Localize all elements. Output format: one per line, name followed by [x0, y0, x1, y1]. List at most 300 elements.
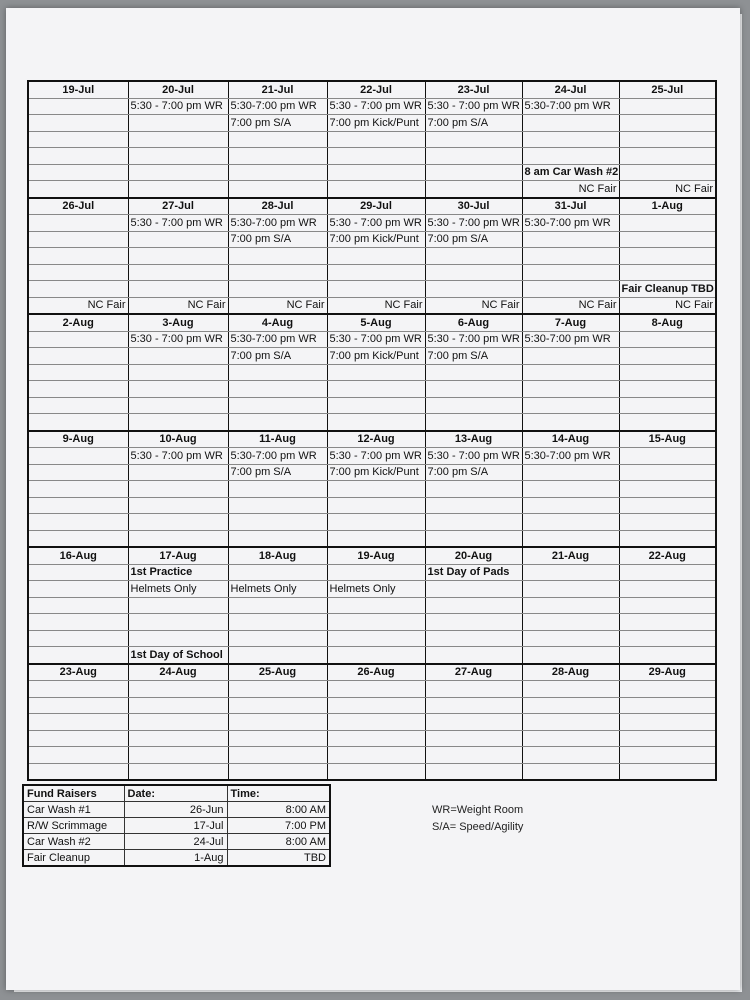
event-cell: 8 am Car Wash #2 — [522, 164, 619, 181]
event-cell — [619, 630, 716, 647]
event-cell: 5:30-7:00 pm WR — [228, 331, 327, 348]
week-date-row — [28, 198, 716, 215]
event-cell — [619, 747, 716, 764]
event-cell: 5:30 - 7:00 pm WR — [128, 215, 228, 232]
event-cell — [228, 248, 327, 265]
event-cell — [228, 630, 327, 647]
date-cell: 28-Jul — [228, 198, 327, 215]
event-cell — [28, 414, 128, 431]
date-cell: 10-Aug — [128, 431, 228, 448]
event-cell — [425, 681, 522, 698]
event-cell — [522, 747, 619, 764]
event-cell: Helmets Only — [327, 581, 425, 598]
event-cell — [327, 530, 425, 547]
event-cell: 7:00 pm Kick/Punt — [327, 115, 425, 132]
event-cell — [28, 181, 128, 198]
event-row — [28, 530, 716, 547]
event-cell — [522, 514, 619, 531]
event-cell: 1st Day of School — [128, 647, 228, 664]
event-row — [28, 297, 716, 314]
event-cell — [228, 647, 327, 664]
event-cell — [619, 148, 716, 165]
event-cell — [327, 497, 425, 514]
event-cell — [522, 681, 619, 698]
practice-calendar — [27, 80, 717, 781]
date-cell: 14-Aug — [522, 431, 619, 448]
event-cell — [128, 697, 228, 714]
event-cell — [128, 497, 228, 514]
event-cell — [228, 514, 327, 531]
event-cell — [327, 131, 425, 148]
date-cell: 22-Jul — [327, 81, 425, 98]
event-cell — [425, 397, 522, 414]
event-row — [28, 581, 716, 598]
event-cell — [522, 597, 619, 614]
event-cell — [128, 148, 228, 165]
event-row — [28, 448, 716, 465]
event-cell — [128, 164, 228, 181]
event-cell — [228, 530, 327, 547]
event-cell — [522, 763, 619, 780]
event-cell — [128, 714, 228, 731]
event-cell — [228, 164, 327, 181]
event-cell — [425, 248, 522, 265]
week-date-row — [28, 81, 716, 98]
event-cell — [228, 714, 327, 731]
event-cell: 5:30-7:00 pm WR — [228, 215, 327, 232]
event-cell — [619, 581, 716, 598]
event-cell: 5:30-7:00 pm WR — [228, 98, 327, 115]
event-cell — [522, 464, 619, 481]
event-cell — [522, 530, 619, 547]
event-cell — [425, 530, 522, 547]
date-cell: 21-Aug — [522, 547, 619, 564]
event-cell — [425, 381, 522, 398]
event-cell — [327, 148, 425, 165]
event-cell — [619, 514, 716, 531]
event-cell — [425, 630, 522, 647]
date-cell: 19-Aug — [327, 547, 425, 564]
event-cell — [619, 481, 716, 498]
event-cell — [28, 481, 128, 498]
event-cell — [619, 714, 716, 731]
event-cell: 5:30-7:00 pm WR — [522, 448, 619, 465]
date-cell: 31-Jul — [522, 198, 619, 215]
event-name: R/W Scrimmage — [23, 818, 124, 834]
event-cell — [28, 264, 128, 281]
event-cell: 7:00 pm S/A — [425, 231, 522, 248]
event-cell — [28, 530, 128, 547]
event-cell: 5:30 - 7:00 pm WR — [128, 448, 228, 465]
event-row — [28, 248, 716, 265]
fund-raiser-row — [23, 802, 330, 818]
event-cell — [128, 681, 228, 698]
fund-raiser-row — [23, 818, 330, 834]
event-cell — [425, 614, 522, 631]
event-row — [28, 131, 716, 148]
event-row — [28, 331, 716, 348]
event-cell — [619, 231, 716, 248]
event-cell: NC Fair — [28, 297, 128, 314]
event-cell — [425, 714, 522, 731]
event-cell: NC Fair — [425, 297, 522, 314]
event-cell — [327, 481, 425, 498]
event-row — [28, 497, 716, 514]
event-row — [28, 614, 716, 631]
date-cell: 2-Aug — [28, 314, 128, 331]
event-cell — [28, 581, 128, 598]
event-row — [28, 148, 716, 165]
time-heading: Time: — [227, 785, 330, 802]
event-cell — [28, 98, 128, 115]
event-cell — [619, 397, 716, 414]
event-cell — [425, 647, 522, 664]
event-cell — [327, 248, 425, 265]
event-cell — [619, 697, 716, 714]
event-cell — [128, 530, 228, 547]
event-time: TBD — [227, 850, 330, 867]
event-cell — [425, 164, 522, 181]
event-cell — [228, 747, 327, 764]
event-cell — [522, 348, 619, 365]
date-cell: 18-Aug — [228, 547, 327, 564]
date-cell: 17-Aug — [128, 547, 228, 564]
event-row — [28, 564, 716, 581]
event-cell — [522, 248, 619, 265]
event-row — [28, 647, 716, 664]
date-heading: Date: — [124, 785, 227, 802]
event-cell — [619, 331, 716, 348]
event-cell — [228, 264, 327, 281]
event-cell — [619, 614, 716, 631]
event-cell — [228, 131, 327, 148]
event-row — [28, 98, 716, 115]
event-row — [28, 215, 716, 232]
date-cell: 5-Aug — [327, 314, 425, 331]
event-time: 8:00 AM — [227, 802, 330, 818]
event-cell: 5:30-7:00 pm WR — [522, 215, 619, 232]
event-cell — [327, 364, 425, 381]
event-cell — [28, 681, 128, 698]
event-cell: 7:00 pm S/A — [228, 231, 327, 248]
event-cell: 5:30-7:00 pm WR — [522, 98, 619, 115]
event-row — [28, 397, 716, 414]
event-row — [28, 115, 716, 132]
fund-raisers-heading: Fund Raisers — [23, 785, 124, 802]
event-cell: 5:30 - 7:00 pm WR — [128, 331, 228, 348]
event-cell — [425, 481, 522, 498]
event-cell — [425, 131, 522, 148]
event-cell — [619, 530, 716, 547]
date-cell: 8-Aug — [619, 314, 716, 331]
event-cell — [619, 730, 716, 747]
event-cell — [28, 115, 128, 132]
event-cell: 7:00 pm S/A — [228, 348, 327, 365]
event-cell — [522, 647, 619, 664]
event-time: 8:00 AM — [227, 834, 330, 850]
event-cell — [522, 697, 619, 714]
event-cell — [128, 131, 228, 148]
event-cell — [425, 264, 522, 281]
event-cell — [522, 730, 619, 747]
fund-raisers-header — [23, 785, 330, 802]
event-cell — [425, 697, 522, 714]
event-cell — [327, 264, 425, 281]
event-cell — [28, 647, 128, 664]
event-cell — [228, 181, 327, 198]
event-cell — [327, 681, 425, 698]
event-cell — [619, 131, 716, 148]
event-cell — [228, 481, 327, 498]
event-cell — [28, 164, 128, 181]
date-cell: 23-Aug — [28, 664, 128, 681]
event-cell — [28, 464, 128, 481]
event-cell — [619, 564, 716, 581]
event-cell — [128, 264, 228, 281]
event-cell — [327, 747, 425, 764]
event-cell — [619, 497, 716, 514]
event-cell — [128, 348, 228, 365]
event-cell — [327, 597, 425, 614]
abbreviation-legend — [432, 802, 523, 836]
event-cell: NC Fair — [327, 297, 425, 314]
date-cell: 19-Jul — [28, 81, 128, 98]
event-cell — [425, 581, 522, 598]
event-cell — [128, 514, 228, 531]
event-cell: 5:30-7:00 pm WR — [228, 448, 327, 465]
event-cell — [28, 514, 128, 531]
event-cell — [128, 397, 228, 414]
event-name: Fair Cleanup — [23, 850, 124, 867]
event-date: 26-Jun — [124, 802, 227, 818]
event-cell — [425, 181, 522, 198]
date-cell: 12-Aug — [327, 431, 425, 448]
event-cell — [619, 248, 716, 265]
event-cell — [327, 514, 425, 531]
date-cell: 27-Aug — [425, 664, 522, 681]
date-cell: 7-Aug — [522, 314, 619, 331]
event-cell — [619, 115, 716, 132]
event-cell — [28, 364, 128, 381]
event-cell: 1st Practice — [128, 564, 228, 581]
date-cell: 26-Aug — [327, 664, 425, 681]
event-cell — [28, 564, 128, 581]
date-cell: 25-Jul — [619, 81, 716, 98]
event-cell — [425, 497, 522, 514]
event-row — [28, 697, 716, 714]
date-cell: 28-Aug — [522, 664, 619, 681]
week-date-row — [28, 314, 716, 331]
event-cell — [327, 714, 425, 731]
event-row — [28, 381, 716, 398]
event-cell: 7:00 pm S/A — [425, 464, 522, 481]
event-cell — [128, 248, 228, 265]
event-cell — [425, 763, 522, 780]
event-cell — [619, 348, 716, 365]
event-cell — [522, 231, 619, 248]
event-date: 24-Jul — [124, 834, 227, 850]
event-cell: 5:30-7:00 pm WR — [522, 331, 619, 348]
event-cell — [28, 697, 128, 714]
event-cell — [327, 397, 425, 414]
event-cell — [425, 747, 522, 764]
event-cell — [522, 264, 619, 281]
date-cell: 6-Aug — [425, 314, 522, 331]
event-row — [28, 681, 716, 698]
event-row — [28, 364, 716, 381]
event-cell — [619, 597, 716, 614]
event-cell — [522, 281, 619, 298]
event-cell — [228, 497, 327, 514]
event-cell: NC Fair — [128, 297, 228, 314]
event-row — [28, 164, 716, 181]
event-cell — [522, 131, 619, 148]
date-cell: 11-Aug — [228, 431, 327, 448]
event-cell: NC Fair — [522, 297, 619, 314]
week-date-row — [28, 431, 716, 448]
date-cell: 16-Aug — [28, 547, 128, 564]
event-row — [28, 597, 716, 614]
event-cell: 5:30 - 7:00 pm WR — [128, 98, 228, 115]
date-cell: 26-Jul — [28, 198, 128, 215]
event-cell: NC Fair — [522, 181, 619, 198]
event-cell — [522, 630, 619, 647]
event-cell — [228, 681, 327, 698]
event-cell: 7:00 pm S/A — [228, 464, 327, 481]
event-cell: 1st Day of Pads — [425, 564, 522, 581]
date-cell: 3-Aug — [128, 314, 228, 331]
event-cell — [128, 281, 228, 298]
event-cell — [28, 348, 128, 365]
event-cell — [425, 364, 522, 381]
fund-raisers-table — [22, 784, 331, 867]
event-cell: 5:30 - 7:00 pm WR — [425, 215, 522, 232]
event-cell — [228, 597, 327, 614]
event-cell — [28, 763, 128, 780]
event-cell — [128, 730, 228, 747]
event-cell — [228, 364, 327, 381]
event-cell: Fair Cleanup TBD — [619, 281, 716, 298]
event-cell — [522, 581, 619, 598]
event-cell — [619, 647, 716, 664]
date-cell: 22-Aug — [619, 547, 716, 564]
date-cell: 1-Aug — [619, 198, 716, 215]
event-cell: 7:00 pm Kick/Punt — [327, 348, 425, 365]
event-row — [28, 281, 716, 298]
event-cell — [619, 763, 716, 780]
event-cell — [619, 164, 716, 181]
date-cell: 21-Jul — [228, 81, 327, 98]
event-cell — [522, 364, 619, 381]
event-cell — [522, 564, 619, 581]
event-cell — [619, 464, 716, 481]
event-cell — [28, 747, 128, 764]
event-row — [28, 231, 716, 248]
event-cell — [327, 281, 425, 298]
event-cell — [425, 730, 522, 747]
date-cell: 24-Aug — [128, 664, 228, 681]
event-cell — [619, 381, 716, 398]
event-row — [28, 514, 716, 531]
event-cell: 5:30 - 7:00 pm WR — [327, 215, 425, 232]
date-cell: 30-Jul — [425, 198, 522, 215]
event-cell — [128, 231, 228, 248]
event-cell: Helmets Only — [228, 581, 327, 598]
event-cell: 5:30 - 7:00 pm WR — [327, 331, 425, 348]
event-cell — [522, 497, 619, 514]
event-row — [28, 481, 716, 498]
event-cell — [128, 630, 228, 647]
event-cell — [522, 148, 619, 165]
event-cell — [28, 448, 128, 465]
event-cell — [327, 614, 425, 631]
event-cell — [28, 215, 128, 232]
event-row — [28, 730, 716, 747]
event-cell — [128, 464, 228, 481]
event-cell — [228, 281, 327, 298]
event-cell — [425, 148, 522, 165]
event-cell — [28, 714, 128, 731]
event-cell — [28, 497, 128, 514]
event-cell: NC Fair — [619, 297, 716, 314]
event-name: Car Wash #1 — [23, 802, 124, 818]
event-cell — [128, 364, 228, 381]
event-cell — [327, 181, 425, 198]
event-cell — [619, 364, 716, 381]
event-cell — [228, 697, 327, 714]
date-cell: 24-Jul — [522, 81, 619, 98]
date-cell: 29-Jul — [327, 198, 425, 215]
event-cell — [28, 397, 128, 414]
event-cell — [522, 115, 619, 132]
event-cell — [327, 630, 425, 647]
event-row — [28, 464, 716, 481]
event-cell — [228, 763, 327, 780]
date-cell: 9-Aug — [28, 431, 128, 448]
event-cell — [28, 381, 128, 398]
legend-wr: WR=Weight Room — [432, 804, 524, 816]
event-cell — [619, 98, 716, 115]
event-cell: Helmets Only — [128, 581, 228, 598]
event-cell: 7:00 pm Kick/Punt — [327, 464, 425, 481]
event-cell — [425, 281, 522, 298]
event-cell: 5:30 - 7:00 pm WR — [327, 98, 425, 115]
event-cell — [128, 181, 228, 198]
week-date-row — [28, 547, 716, 564]
event-date: 17-Jul — [124, 818, 227, 834]
event-cell — [128, 381, 228, 398]
event-cell — [327, 381, 425, 398]
event-cell — [619, 215, 716, 232]
event-cell — [327, 697, 425, 714]
event-cell: 7:00 pm Kick/Punt — [327, 231, 425, 248]
date-cell: 20-Jul — [128, 81, 228, 98]
event-cell — [28, 630, 128, 647]
event-row — [28, 348, 716, 365]
date-cell: 27-Jul — [128, 198, 228, 215]
event-cell — [619, 264, 716, 281]
event-cell: 7:00 pm S/A — [228, 115, 327, 132]
event-row — [28, 414, 716, 431]
event-cell: NC Fair — [619, 181, 716, 198]
event-cell: 5:30 - 7:00 pm WR — [327, 448, 425, 465]
event-cell — [228, 381, 327, 398]
event-cell: 7:00 pm S/A — [425, 348, 522, 365]
date-cell: 15-Aug — [619, 431, 716, 448]
event-cell — [28, 131, 128, 148]
event-cell — [128, 481, 228, 498]
event-cell — [327, 414, 425, 431]
